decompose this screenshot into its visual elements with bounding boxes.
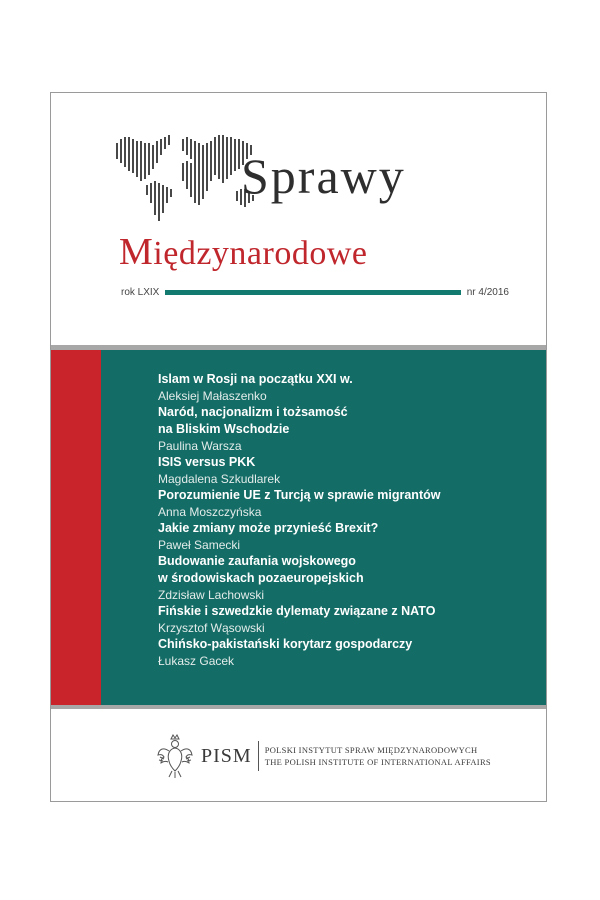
publisher-name-pl: POLSKI INSTYTUT SPRAW MIĘDZYNARODOWYCH (264, 745, 478, 755)
journal-title-rest: iędzynarodowe (153, 235, 368, 272)
article-author: Magdalena Szkudlarek (158, 472, 281, 486)
article-title: Fińskie i szwedzkie dylematy związane z NATO (158, 604, 436, 618)
toc-entry (158, 520, 546, 553)
article-author: Paulina Warsza (158, 439, 242, 453)
toc-entry (158, 404, 546, 454)
pism-logo-text: PISM (201, 741, 259, 771)
article-author: Aleksiej Małaszenko (158, 389, 267, 403)
toc-entry (158, 603, 546, 636)
article-title: Naród, nacjonalizm i tożsamość na Bliskim Wschodzie (158, 405, 348, 436)
article-title: Budowanie zaufania wojskowego w środowiskach pozaeuropejskich (158, 554, 364, 585)
article-author: Krzysztof Wąsowski (158, 621, 265, 635)
world-map-barcode-icon (111, 129, 261, 229)
toc-entry (158, 487, 546, 520)
table-of-contents (158, 371, 546, 669)
journal-cover (50, 92, 547, 802)
journal-title-line2 (119, 233, 367, 271)
journal-title-line1: Sprawy (241, 148, 406, 204)
toc-entry (158, 371, 546, 404)
article-author: Anna Moszczyńska (158, 505, 262, 519)
article-title: Jakie zmiany może przynieść Brexit? (158, 521, 379, 535)
article-author: Paweł Samecki (158, 538, 241, 552)
toc-entry (158, 454, 546, 487)
issue-info-row (121, 284, 509, 300)
year-label: rok LXIX (121, 286, 160, 298)
contents-panel (101, 350, 546, 705)
article-title: Chińsko-pakistański korytarz gospodarczy (158, 637, 413, 651)
article-author: Zdzisław Lachowski (158, 588, 265, 602)
publisher-name (265, 744, 491, 768)
red-side-band (51, 350, 101, 705)
publisher-name-en: THE POLISH INSTITUTE OF INTERNATIONAL AFFAIRS (264, 757, 491, 767)
article-title: Porozumienie UE z Turcją w sprawie migrantów (158, 488, 441, 502)
bottom-grey-rule (51, 705, 546, 709)
toc-entry (158, 553, 546, 603)
article-title: ISIS versus PKK (158, 455, 256, 469)
publisher-footer (155, 733, 491, 779)
issue-label: nr 4/2016 (466, 286, 509, 298)
article-title: Islam w Rosji na początku XXI w. (158, 372, 353, 386)
polish-eagle-icon (155, 733, 195, 779)
toc-entry (158, 636, 546, 669)
issue-divider (165, 290, 460, 295)
article-author: Łukasz Gacek (158, 654, 235, 668)
journal-title-initial: M (119, 231, 154, 273)
